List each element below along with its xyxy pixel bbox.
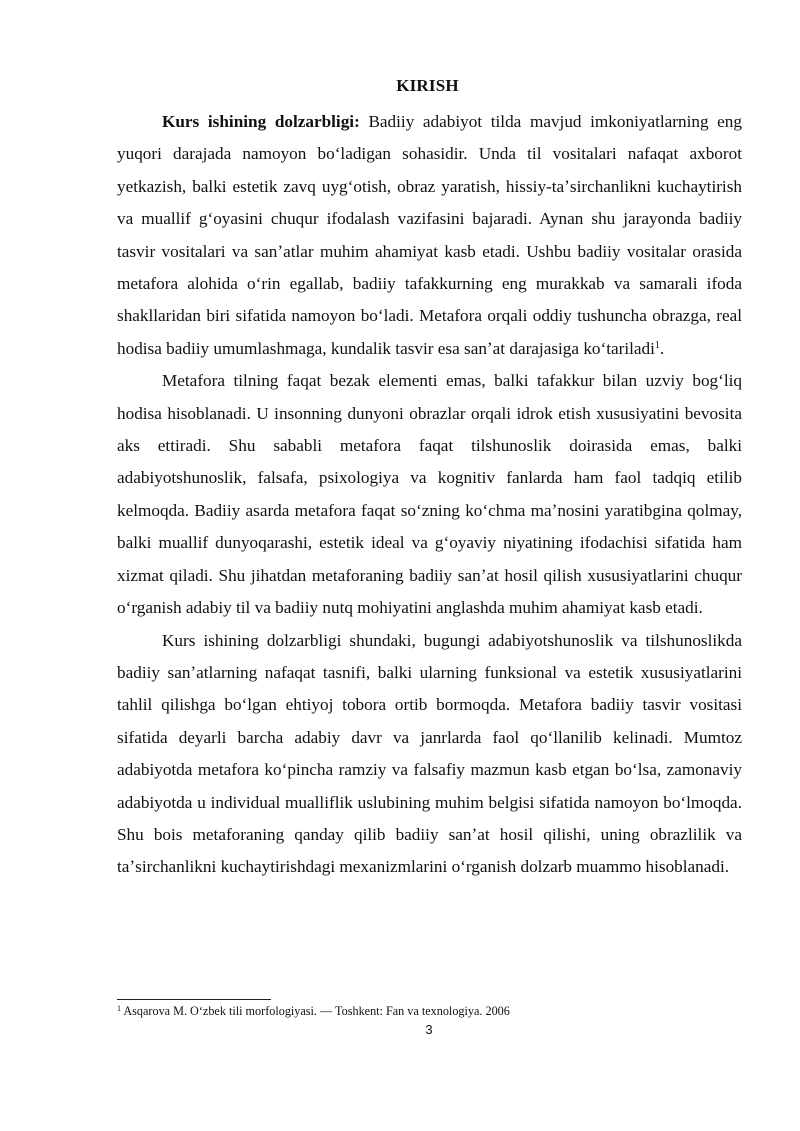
footnote [117, 1004, 742, 1019]
page-number: 3 [425, 1022, 433, 1037]
paragraph-metaphor-thinking: Metafora tilning faqat bezak elementi emas, balki tafakkur bilan uzviy bogʻliq hodisa hisoblanadi. U insonning dunyoni obrazlar orqali idrok etish xususiyatini bevosita aks ettiradi. Shu sababli metafora faqat tilshunoslik doirasida emas, balki adabiyotshunoslik, falsafa, psixologiya va kognitiv fanlarda ham faol tadqiq etilib kelmoqda. Badiiy asarda metafora faqat soʻzning koʻchma maʼnosini yaratibgina qolmay, balki muallif dunyoqarashi, estetik ideal va gʻoyaviy niyatining ifodachisi sifatida ham xizmat qiladi. Shu jihatdan metaforaning badiiy sanʼat hosil qilish xususiyatlarini chuqur oʻrganish adabiy til va badiiy nutq mohiyatini anglashda muhim ahamiyat kasb etadi. [117, 371, 742, 618]
paragraph-relevance [117, 106, 742, 365]
body-text [117, 106, 742, 884]
section-heading: KIRISH [396, 76, 459, 95]
paragraph-end-punctuation: . [659, 338, 665, 358]
footnote-divider [117, 999, 271, 1000]
footnote-reference[interactable]: 1 [654, 339, 660, 351]
footnote-text: Asqarova M. Oʻzbek tili morfologiyasi. — Toshkent: Fan va texnologiya. 2006 [121, 1004, 510, 1018]
paragraph-text: Badiiy adabiyot tilda mavjud imkoniyatlarning eng yuqori darajada namoyon boʻladigan sohasidir. Unda til vositalari nafaqat axborot yetkazish, balki estetik zavq uygʻotish, obraz yaratish, hissiy-taʼsirchanlikni kuchaytirish va muallif gʻoyasini chuqur ifodalash vazifasini bajaradi. Aynan shu jarayonda badiiy tasvir vositalari va sanʼatlar muhim ahamiyat kasb etadi. Ushbu badiiy vositalar orasida metafora alohida oʻrin egallab, badiiy tafakkurning eng murakkab va samarali ifoda shakllaridan biri sifatida namoyon boʻladi. Metafora orqali oddiy tushuncha obrazga, real hodisa badiiy umumlashmaga, kundalik tasvir esa sanʼat darajasiga koʻtariladi [117, 112, 742, 358]
footnote-marker: 1 [117, 1004, 121, 1013]
paragraph-lead: Kurs ishining dolzarbligi: [162, 112, 360, 131]
paragraph-course-relevance: Kurs ishining dolzarbligi shundaki, bugungi adabiyotshunoslik va tilshunoslikda badiiy sanʼatlarning nafaqat tasnifi, balki ularning funksional va estetik xususiyatlarini tahlil qilishga boʻlgan ehtiyoj tobora ortib bormoqda. Metafora badiiy tasvir vositasi sifatida deyarli barcha adabiy davr va janrlarda faol qoʻllanilib kelinadi. Mumtoz adabiyotda metafora koʻpincha ramziy va falsafiy mazmun kasb etgan boʻlsa, zamonaviy adabiyotda u individual mualliflik uslubining muhim belgisi sifatida namoyon boʻlmoqda. Shu bois metaforaning qanday qilib badiiy sanʼat hosil qilishi, uning obrazlilik va taʼsirchanlikni kuchaytirishdagi mexanizmlarini oʻrganish dolzarb muammo hisoblanadi. [117, 630, 742, 877]
